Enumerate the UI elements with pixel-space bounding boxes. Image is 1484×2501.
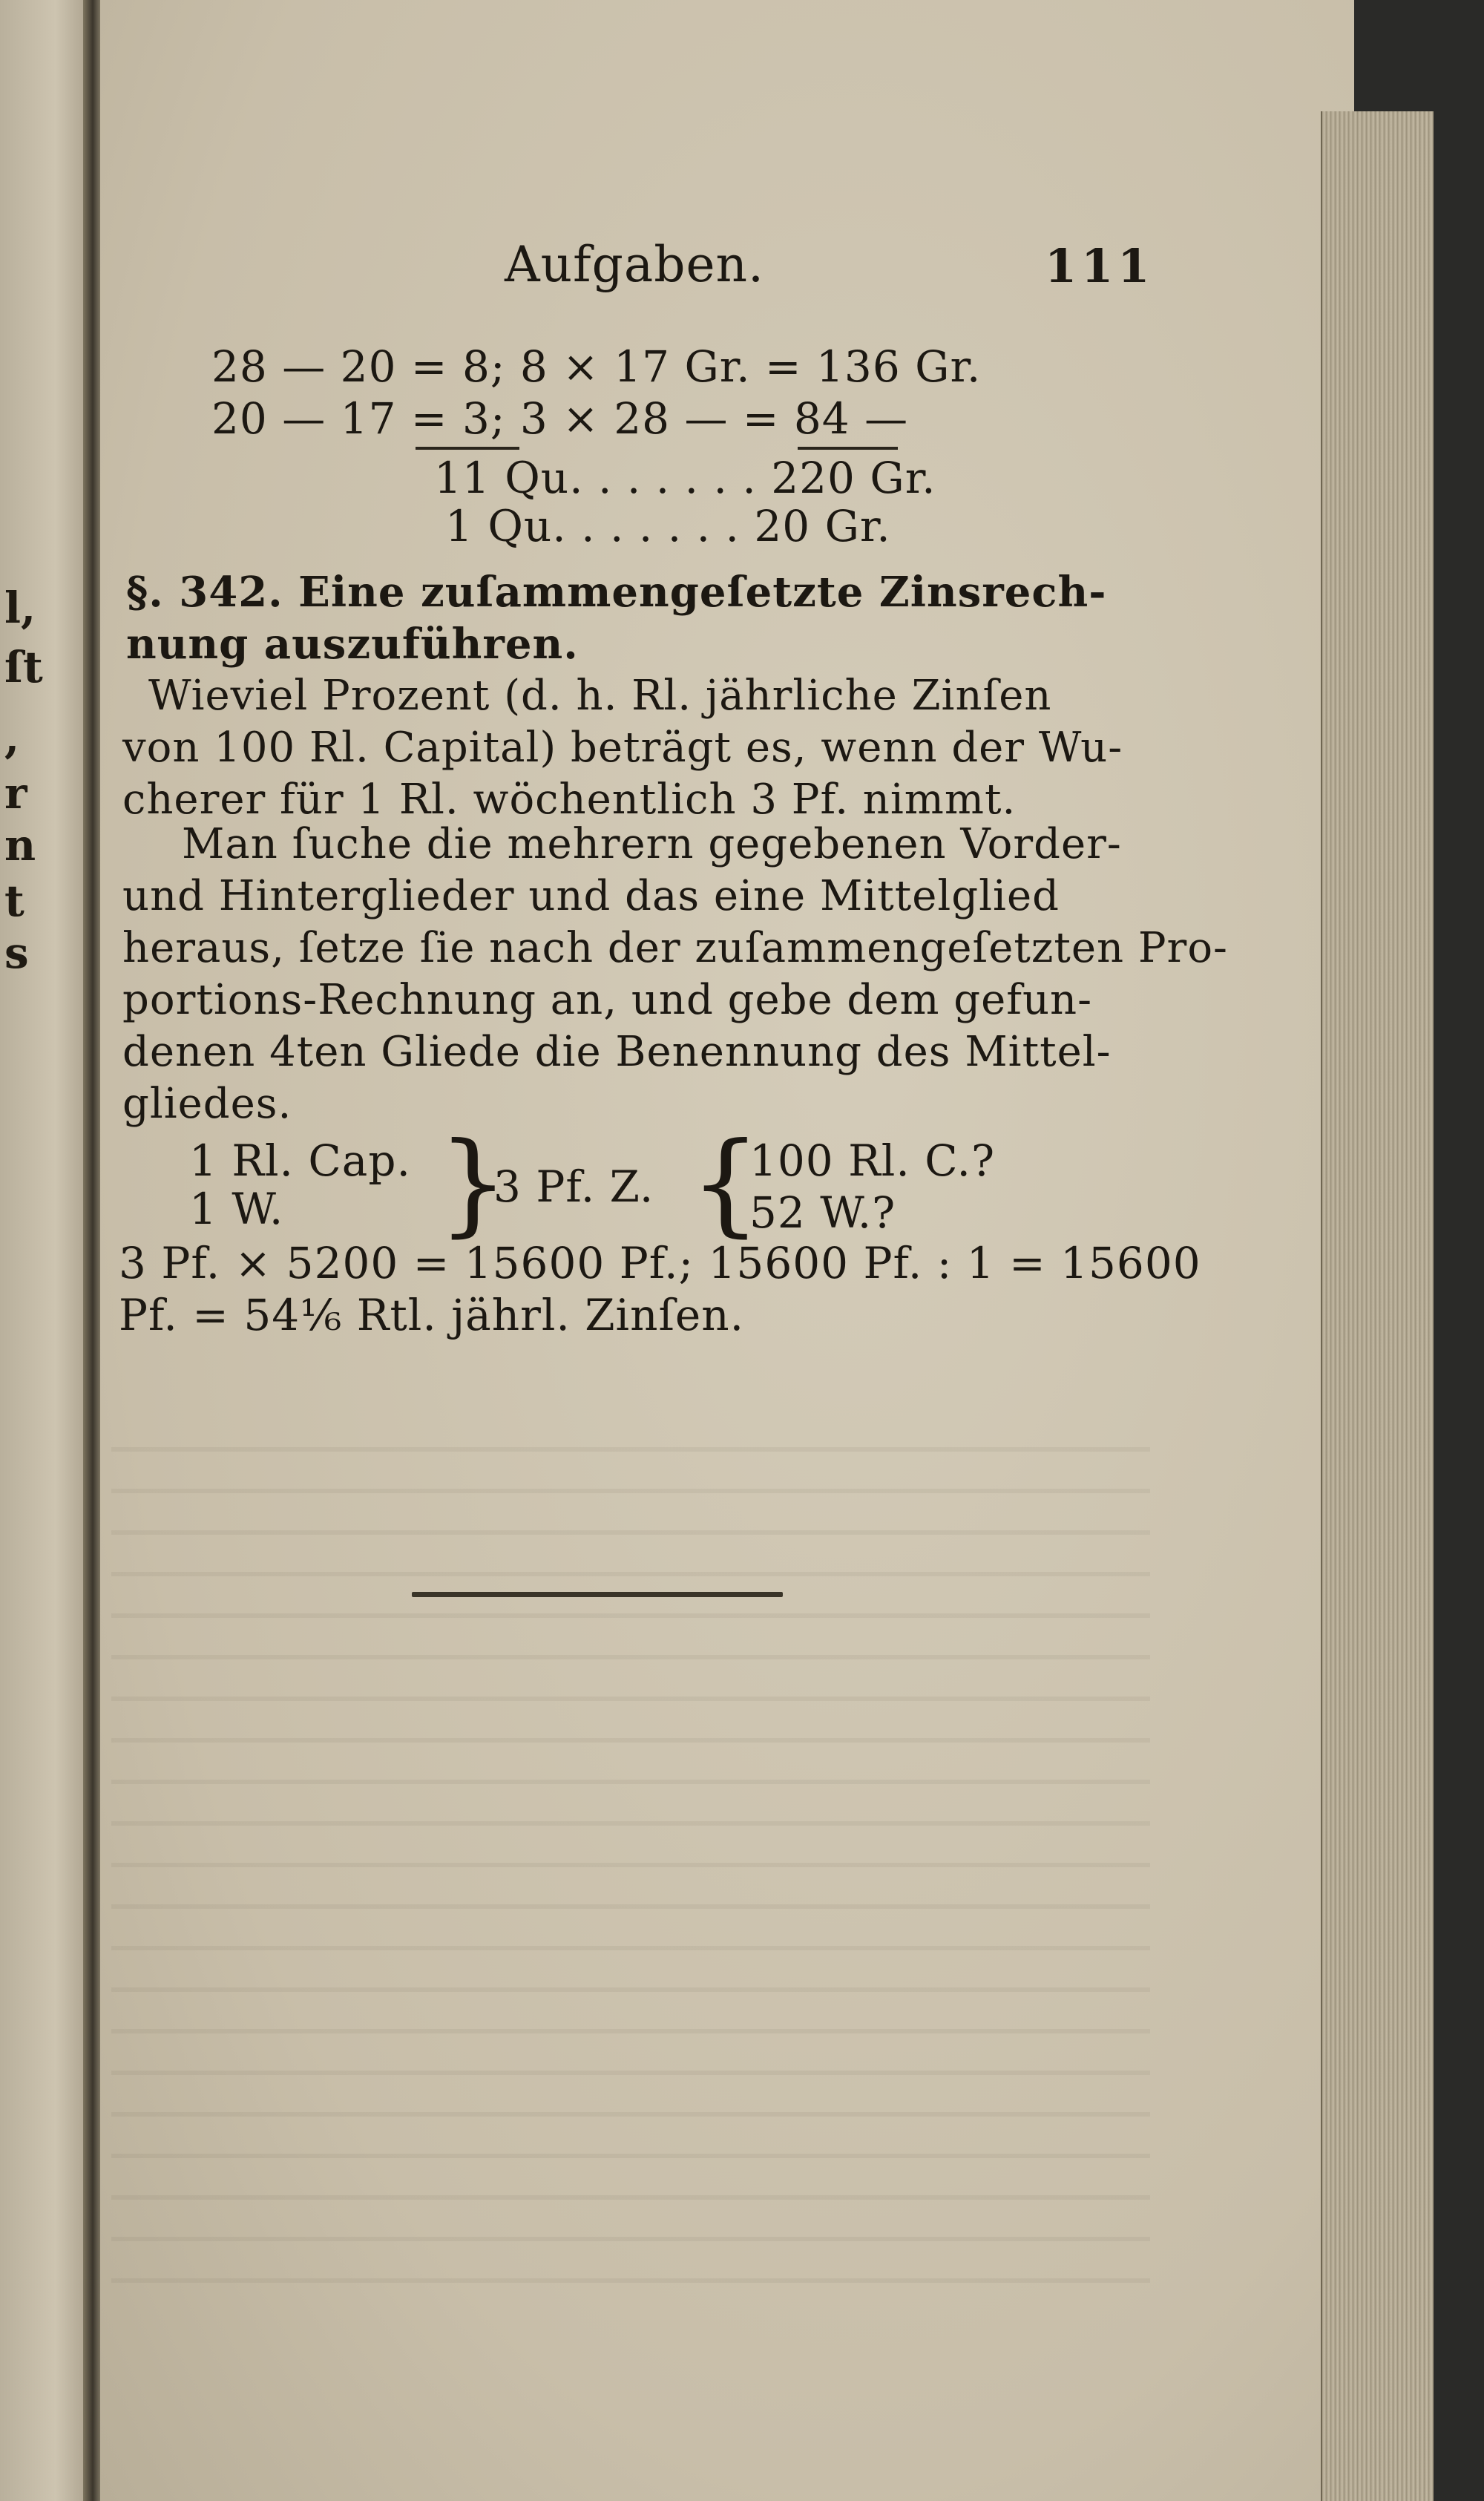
calc-line-4: 1 Qu. . . . . . . 20 Gr. bbox=[445, 501, 891, 551]
bleed-through bbox=[111, 1410, 1150, 2301]
question-line: cherer für 1 Rl. wöchentlich 3 Pf. nimmt. bbox=[122, 776, 1017, 824]
page-edges bbox=[1321, 111, 1434, 2501]
left-page-fragment: s bbox=[4, 928, 29, 978]
body-line: heraus, ſetze ſie nach der zuſammengeſetzten Pro- bbox=[122, 924, 1228, 972]
body-line: Man ſuche die mehrern gegebenen Vorder- bbox=[182, 820, 1122, 868]
left-brace-icon: { bbox=[690, 1119, 761, 1248]
result-line-1: 3 Pf. × 5200 = 15600 Pf.; 15600 Pf. : 1 = 15600 bbox=[119, 1238, 1201, 1288]
body-line: portions-Rechnung an, und gebe dem gefun- bbox=[122, 976, 1093, 1024]
result-line-2: Pf. = 54⅙ Rtl. jährl. Zinſen. bbox=[119, 1290, 745, 1340]
right-brace-icon: } bbox=[438, 1119, 509, 1248]
left-page-fragment: ſt bbox=[4, 642, 43, 692]
body-line: gliedes. bbox=[122, 1080, 292, 1128]
proportion-middle: 3 Pf. Z. bbox=[493, 1161, 654, 1212]
end-rule bbox=[412, 1592, 783, 1597]
calc-underline bbox=[798, 447, 898, 450]
calc-underline bbox=[416, 447, 519, 450]
proportion-left-bottom: 1 W. bbox=[189, 1184, 284, 1234]
left-page-margin bbox=[0, 0, 93, 2501]
question-line: Wieviel Prozent (d. h. Rl. jährliche Zinſen bbox=[148, 672, 1052, 720]
left-page-fragment: n bbox=[4, 820, 36, 871]
proportion-right-top: 100 Rl. C.? bbox=[749, 1135, 996, 1186]
calc-line-3: 11 Qu. . . . . . . 220 Gr. bbox=[434, 453, 936, 503]
calc-line-1: 28 — 20 = 8; 8 × 17 Gr. = 136 Gr. bbox=[211, 341, 982, 392]
left-page-fragment: t bbox=[4, 876, 24, 926]
running-header: Aufgaben. bbox=[505, 236, 764, 293]
calc-line-2: 20 — 17 = 3; 3 × 28 — = 84 — bbox=[211, 393, 909, 444]
left-page-fragment: , bbox=[4, 712, 20, 763]
question-line: von 100 Rl. Capital) beträgt es, wenn der Wu- bbox=[122, 724, 1123, 772]
left-page-fragment: r bbox=[4, 768, 27, 819]
body-line: und Hinterglieder und das eine Mittelglied bbox=[122, 872, 1060, 920]
proportion-left-top: 1 Rl. Cap. bbox=[189, 1135, 411, 1186]
section-heading-cont: nung auszuführen. bbox=[126, 620, 579, 669]
proportion-right-bottom: 52 W.? bbox=[749, 1187, 896, 1238]
left-page-fragment: l, bbox=[4, 583, 36, 633]
page-number: 111 bbox=[1045, 239, 1155, 293]
section-heading: §. 342. Eine zuſammengeſetzte Zinsrech- bbox=[126, 568, 1107, 617]
body-line: denen 4ten Gliede die Benennung des Mittel- bbox=[122, 1028, 1112, 1076]
